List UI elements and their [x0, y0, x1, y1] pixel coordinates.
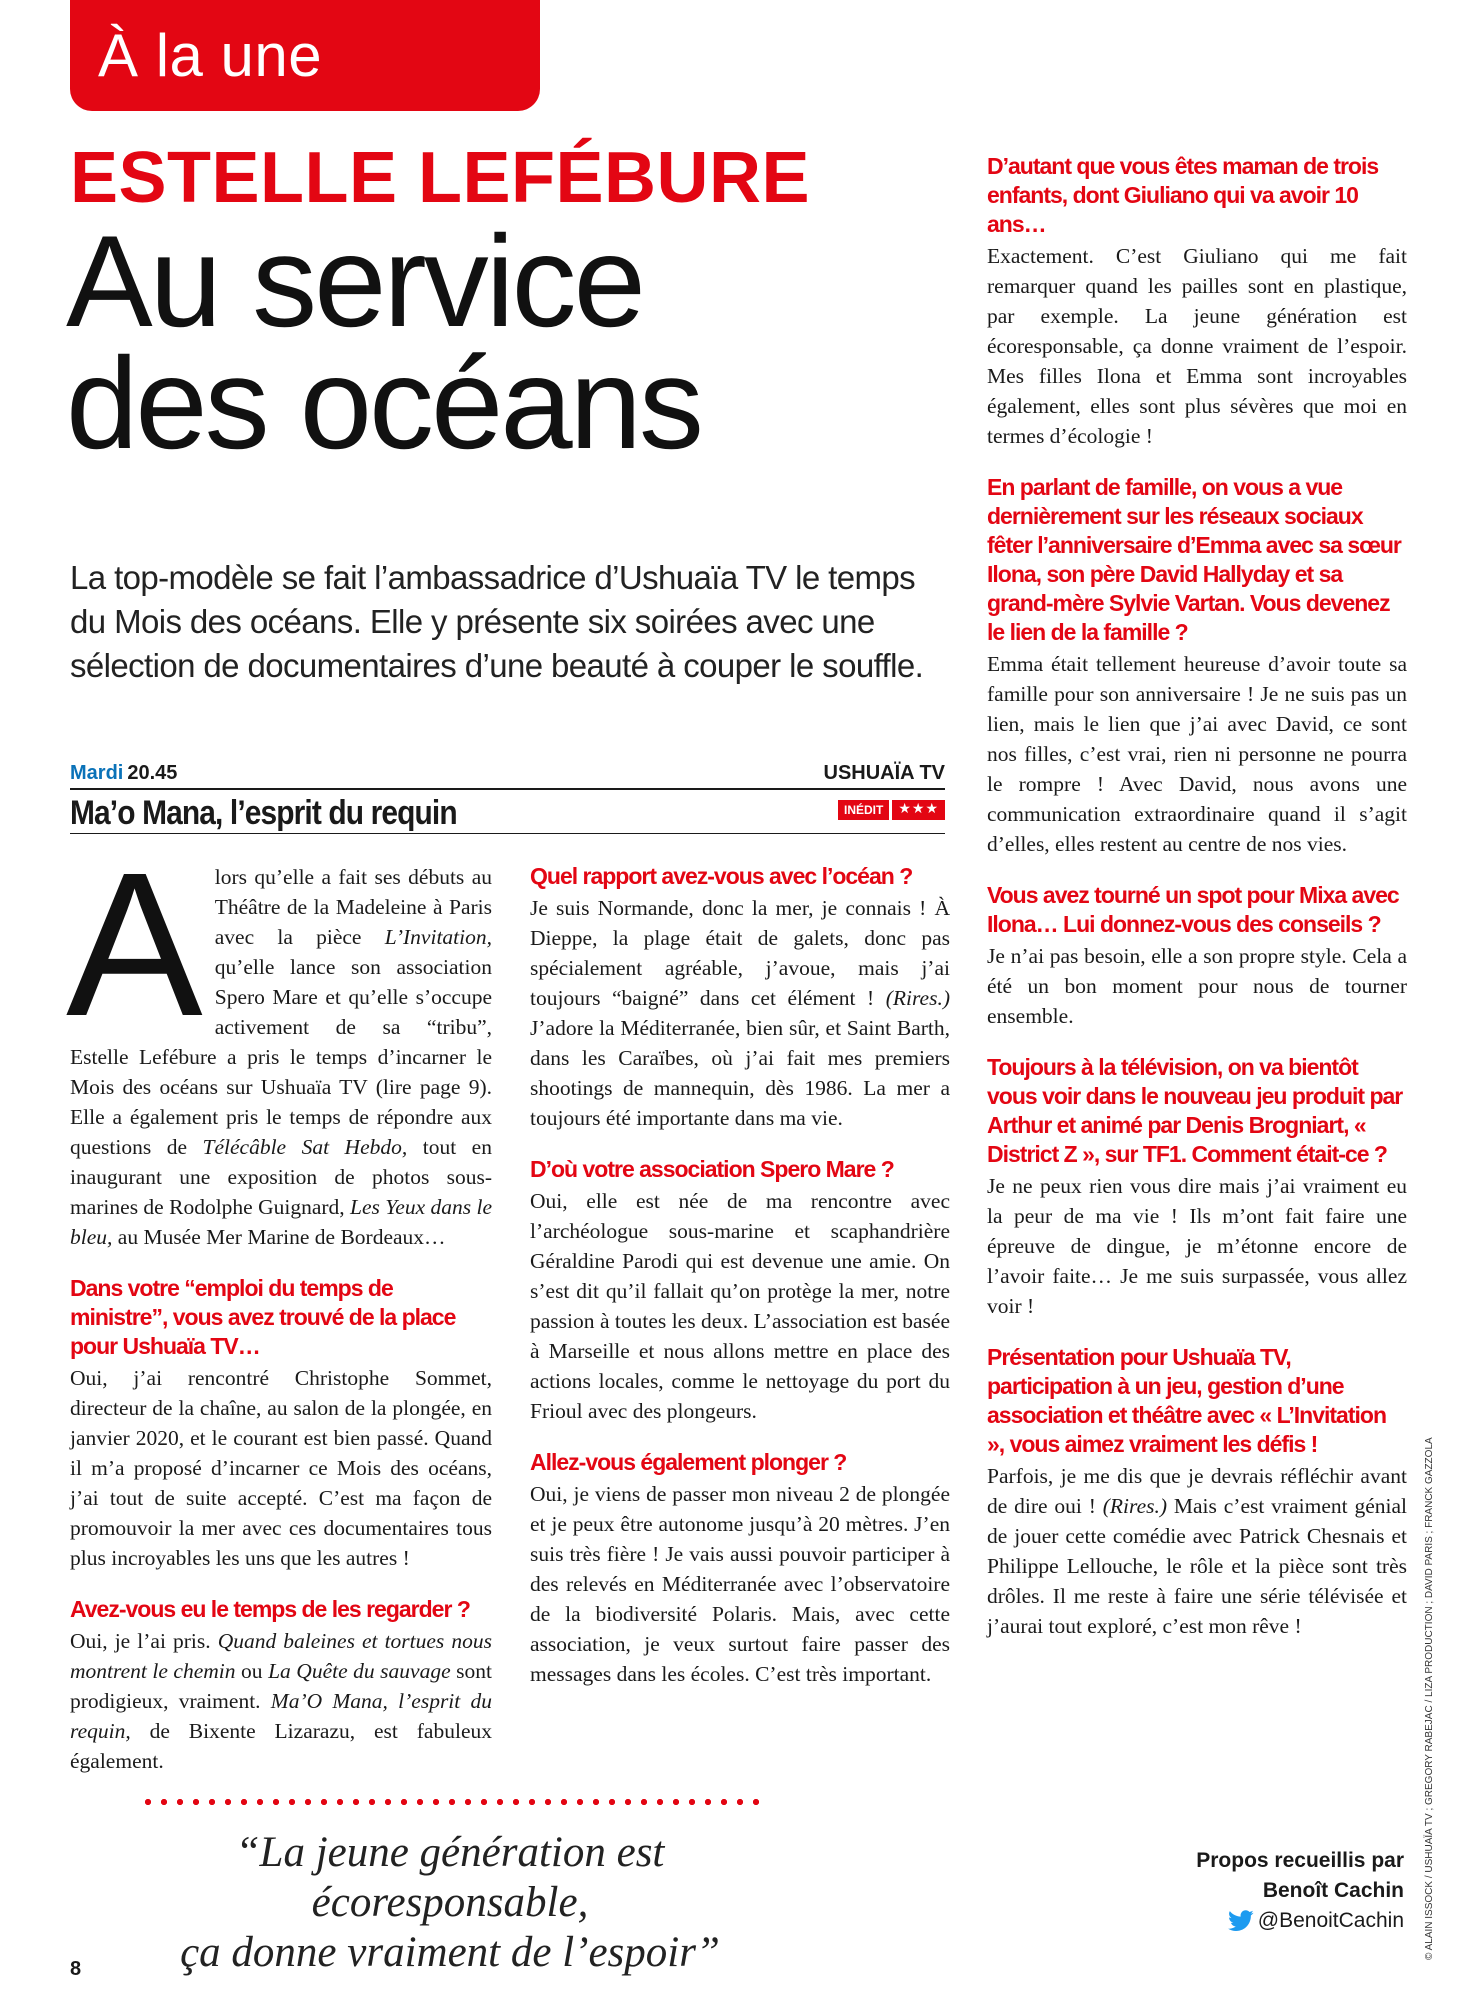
question-8: Vous avez tourné un spot pour Mixa avec Ilona… Lui donnez-vous des conseils ? — [987, 882, 1399, 937]
answer-2 — [70, 1626, 492, 1776]
column-1 — [66, 830, 493, 1776]
answer-10-text-2: Mais c’est vraiment génial de jouer cette comédie avec Patrick Chesnais et Philippe Lellouche, le rôle et la pièce sont très drôles. Il me reste à faire une série télévisée et j’aurai tout exploré, c’est mon rêve ! — [987, 1494, 1407, 1638]
column-3 — [987, 130, 1407, 1641]
answer-6: Exactement. C’est Giuliano qui me fait remarquer quand les pailles sont en plastique, par exemple. La jeune génération est écoresponsable, ça donne vraiment de l’espoir. Mes filles Ilona et Emma sont incroyables également, elles sont plus sévères que moi en termes d’écologie ! — [987, 244, 1407, 448]
answer-10-text-1: Parfois, je me dis que je devrais réfléchir avant de dire oui ! — [987, 1464, 1407, 1518]
credit-line-1: Propos recueillis par — [1196, 1849, 1404, 1872]
program-badge — [838, 800, 945, 820]
answer-3-text-2: J’adore la Méditerranée, bien sûr, et Saint Barth, dans les Caraïbes, où j’ai fait mes premiers shootings de mannequin, dès 1986. La mer a toujours été importante dans ma vie. — [530, 1016, 950, 1130]
pull-quote-line-1: “La jeune génération est écoresponsable, — [235, 1829, 665, 1926]
question-4: D’où votre association Spero Mare ? — [530, 1156, 894, 1182]
program-title: Ma’o Mana, l’esprit du requin — [70, 794, 457, 832]
intro-italic-1: L’Invitation, — [384, 925, 492, 949]
credit-author: Benoît Cachin — [1262, 1879, 1404, 1902]
question-10: Présentation pour Ushuaïa TV, participation à un jeu, gestion d’une association et théâtre avec « L’Invitation », vous aimez vraiment les défis ! — [987, 1344, 1386, 1457]
twitter-handle-row — [1228, 1906, 1404, 1936]
program-title-row — [70, 790, 945, 834]
headline-line-2: des océans — [66, 330, 701, 476]
answer-1: Oui, j’ai rencontré Christophe Sommet, directeur de la chaîne, au salon de la plongée, en janvier 2020, et le courant est bien passé. Quand il m’a proposé d’incarner ce Mois des océans, j’ai tout de suite accepté. C’est ma façon de promouvoir la mer avec ces documentaires tous plus incroyables les uns que les autres ! — [70, 1366, 492, 1570]
headline — [66, 208, 966, 476]
intro-text-1: lors qu’elle a fait ses débuts au Théâtre de la Madeleine à Paris avec la pièce — [214, 865, 492, 949]
question-2: Avez-vous eu le temps de les regarder ? — [70, 1596, 470, 1622]
author-credit — [1196, 1846, 1404, 1941]
answer-2-italic-3: Ma’O Mana, l’esprit du requin, — [70, 1689, 492, 1743]
answer-10 — [987, 1461, 1407, 1641]
intro-italic-3: Les Yeux dans le bleu, — [70, 1195, 492, 1249]
question-5: Allez-vous également plonger ? — [530, 1449, 847, 1475]
pull-quote — [100, 1828, 800, 1978]
program-header — [70, 760, 945, 790]
question-9: Toujours à la télévision, on va bientôt vous voir dans le nouveau jeu produit par Arthur et animé par Denis Brogniart, « District Z », sur TF1. Comment était-ce ? — [987, 1054, 1403, 1167]
pull-quote-line-2: ça donne vraiment de l’espoir” — [180, 1929, 720, 1976]
question-3: Quel rapport avez-vous avec l’océan ? — [530, 863, 913, 889]
program-day — [70, 762, 177, 785]
page-number: 8 — [70, 1958, 82, 1980]
answer-2-italic-2: La Quête du sauvage — [268, 1659, 451, 1683]
answer-9: Je ne peux rien vous dire mais j’ai vraiment eu la peur de ma vie ! Ils m’ont fait faire une épreuve de dingue, je m’étonne encore de l’avoir faite… Je me suis surpassée, vous allez voir ! — [987, 1174, 1407, 1318]
twitter-handle[interactable]: @BenoitCachin — [1257, 1909, 1404, 1932]
answer-2-text-3: sont prodigieux, vraiment. — [70, 1659, 493, 1713]
question-7: En parlant de famille, on vous a vue dernièrement sur les réseaux sociaux fêter l’anniversaire d’Emma avec sa sœur Ilona, son père David Hallyday et sa grand-mère Sylvie Vartan. Vous devenez le lien de la famille ? — [987, 474, 1401, 645]
answer-5: Oui, je viens de passer mon niveau 2 de plongée et je peux être autonome jusqu’à 20 mètres. J’en suis très fière ! Je vais aussi pouvoir participer à des relevés en Méditerranée avec l’observatoire de la biodiversité Polaris. Mais, avec cette association, je veux surtout faire passer des messages dans les écoles. C’est très important. — [530, 1482, 950, 1686]
question-1: Dans votre “emploi du temps de ministre”, vous avez trouvé de la place pour Ushuaïa TV… — [70, 1275, 456, 1359]
answer-7: Emma était tellement heureuse d’avoir toute sa famille pour son anniversaire ! Je ne suis pas un lien, mais le lien que j’ai avec David, ce sont nos filles, c’est vrai, rien ni personne ne pourra le rompre ! Avec David, nous avons une communication extraordinaire quand il s’agit d’elles, elles restent au centre de nos vies. — [987, 652, 1407, 856]
intro-text-2: qu’elle lance son association Spero Mare et qu’elle s’occupe activement de sa “tribu”, Estelle Lefébure a pris le temps d’incarner le Mois des océans sur Ushuaïa TV (lire page 9). Elle a également pris le temps de répondre aux questions de — [70, 955, 492, 1159]
answer-10-italic-1: (Rires.) — [1102, 1494, 1168, 1518]
standfirst: La top-modèle se fait l’ambassadrice d’Ushuaïa TV le temps du Mois des océans. Elle y présente six soirées avec une sélection de documentaires d’une beauté à couper le souffle. — [70, 559, 924, 684]
intro-text-3: tout en inaugurant une exposition de photos sous-marines de Rodolphe Guignard, — [70, 1135, 492, 1219]
twitter-bird-icon — [1228, 1910, 1254, 1932]
intro-italic-2: Télécâble Sat Hebdo, — [202, 1135, 408, 1159]
program-channel: USHUAÏA TV — [823, 762, 945, 784]
column-2 — [530, 862, 950, 1689]
subject-name: ESTELLE LEFÉBURE — [70, 138, 811, 218]
answer-8: Je n’ai pas besoin, elle a son propre style. Cela a été un bon moment pour nous de tourner ensemble. — [987, 944, 1407, 1028]
program-day-label: Mardi — [70, 762, 124, 784]
answer-2-text-2: ou — [235, 1659, 269, 1683]
intro-text-4: au Musée Mer Marine de Bordeaux… — [112, 1225, 446, 1249]
rating-stars-icon: ★★★ — [892, 800, 945, 820]
program-time: 20.45 — [127, 762, 178, 784]
inedit-badge: INÉDIT — [838, 800, 889, 820]
answer-2-text-1: Oui, je l’ai pris. — [70, 1629, 218, 1653]
photo-credit: © ALAIN ISSOCK / USHUAÏA TV ; GREGORY RABEJAC / LIZA PRODUCTION ; DAVID PARIS ; FRANCK GAZZOLA — [1424, 1437, 1435, 1960]
answer-3-italic-1: (Rires.) — [885, 986, 950, 1010]
answer-4: Oui, elle est née de ma rencontre avec l’archéologue sous-marine et scaphandrière Géraldine Parodi qui est devenue une amie. On s’est dit qu’il fallait qu’on protège la mer, notre passion à toutes les deux. L’association est basée à Marseille et nous allons mettre en place des actions locales, comme le nettoyage du port du Frioul avec des plongeurs. — [530, 1189, 950, 1423]
intro-paragraph — [66, 830, 492, 1252]
answer-3-text-1: Je suis Normande, donc la mer, je connais ! À Dieppe, la plage était de galets, donc pas spécialement agréable, j’avoue, mais j’ai toujours “baigné” dans cet élément ! — [530, 896, 950, 1010]
drop-cap: A — [66, 830, 203, 1059]
rubric-tab: À la une — [70, 0, 540, 111]
answer-2-italic-1: Quand baleines et tortues nous montrent le chemin — [70, 1629, 492, 1683]
program-band — [70, 760, 945, 834]
headline-line-1: Au service — [66, 208, 643, 354]
answer-2-text-4: de Bixente Lizarazu, est fabuleux également. — [70, 1719, 492, 1773]
answer-3 — [530, 893, 950, 1133]
question-6: D’autant que vous êtes maman de trois enfants, dont Giuliano qui va avoir 10 ans… — [987, 153, 1379, 237]
quote-dotted-rule — [140, 1798, 760, 1806]
